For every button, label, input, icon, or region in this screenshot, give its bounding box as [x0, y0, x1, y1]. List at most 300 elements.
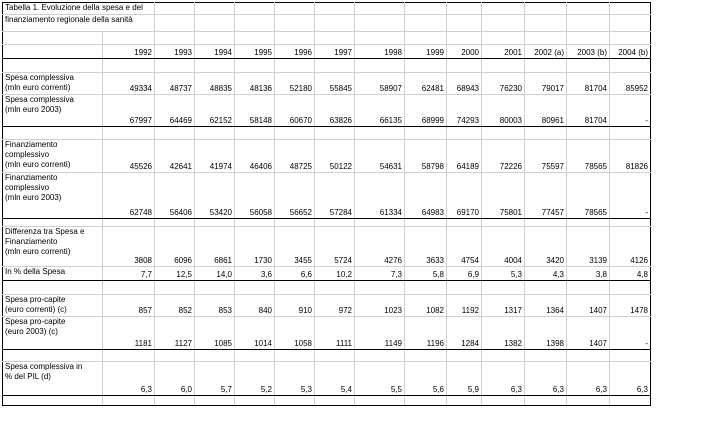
empty-cell — [447, 281, 482, 295]
row-label-line: (euro 2003) (c) — [5, 327, 58, 336]
empty-cell — [3, 281, 103, 295]
row-label-line: (mln euro correnti) — [5, 83, 71, 92]
value-cell: 42641 — [155, 140, 195, 173]
value-cell: 62748 — [103, 173, 155, 219]
value-cell: 62152 — [195, 95, 235, 127]
empty-cell — [405, 59, 447, 73]
empty-cell — [610, 127, 651, 140]
year-header: 2002 (a) — [525, 45, 567, 59]
value-cell: 52180 — [275, 73, 315, 95]
empty-cell — [3, 396, 103, 406]
empty-cell — [447, 396, 482, 406]
value-cell: 5,6 — [405, 362, 447, 396]
value-cell: 12,5 — [155, 267, 195, 281]
empty-cell — [355, 281, 405, 295]
table-row — [3, 267, 651, 281]
row-label — [3, 295, 103, 317]
value-cell: 79017 — [525, 73, 567, 95]
year-header: 2004 (b) — [610, 45, 651, 59]
year-header: 2001 — [482, 45, 525, 59]
value-cell: - — [610, 317, 651, 350]
table-row — [3, 362, 651, 396]
empty-cell — [315, 281, 355, 295]
empty-cell — [103, 281, 155, 295]
value-cell: 7,7 — [103, 267, 155, 281]
value-cell: 14,0 — [195, 267, 235, 281]
value-cell: 3808 — [103, 227, 155, 267]
row-label-line: Spesa pro-capite — [5, 317, 66, 326]
empty-cell — [195, 219, 235, 227]
value-cell: 64469 — [155, 95, 195, 127]
value-cell: 6,6 — [275, 267, 315, 281]
value-cell: 1058 — [275, 317, 315, 350]
value-cell: 1196 — [405, 317, 447, 350]
value-cell: 5,8 — [405, 267, 447, 281]
value-cell: 46406 — [235, 140, 275, 173]
value-cell: 6,3 — [567, 362, 610, 396]
empty-cell — [275, 281, 315, 295]
value-cell: 41974 — [195, 140, 235, 173]
empty-cell — [567, 281, 610, 295]
empty-cell — [235, 396, 275, 406]
empty-cell — [447, 350, 482, 362]
table-row — [3, 15, 651, 32]
empty-cell — [103, 219, 155, 227]
value-cell: 56406 — [155, 173, 195, 219]
empty-cell — [355, 3, 405, 15]
empty-cell — [447, 32, 482, 45]
empty-cell — [195, 350, 235, 362]
empty-cell — [447, 219, 482, 227]
empty-cell — [482, 127, 525, 140]
value-cell: 1149 — [355, 317, 405, 350]
empty-cell — [315, 59, 355, 73]
value-cell: 1407 — [567, 295, 610, 317]
value-cell: 48835 — [195, 73, 235, 95]
value-cell: 1478 — [610, 295, 651, 317]
year-header: 1994 — [195, 45, 235, 59]
empty-cell — [482, 281, 525, 295]
empty-cell — [275, 15, 315, 32]
value-cell: 74293 — [447, 95, 482, 127]
value-cell: 5,3 — [275, 362, 315, 396]
empty-cell — [525, 15, 567, 32]
value-cell: 4004 — [482, 227, 525, 267]
row-label-line: Spesa pro-capite — [5, 295, 66, 304]
empty-cell — [155, 32, 195, 45]
value-cell: 1023 — [355, 295, 405, 317]
value-cell: 63826 — [315, 95, 355, 127]
empty-cell — [405, 32, 447, 45]
empty-cell — [3, 219, 103, 227]
value-cell: 5,2 — [235, 362, 275, 396]
empty-cell — [482, 59, 525, 73]
value-cell: 3139 — [567, 227, 610, 267]
value-cell: 80003 — [482, 95, 525, 127]
empty-cell — [610, 396, 651, 406]
empty-cell — [195, 3, 235, 15]
value-cell: 5,5 — [355, 362, 405, 396]
empty-cell — [155, 396, 195, 406]
empty-cell — [567, 127, 610, 140]
empty-cell — [355, 350, 405, 362]
value-cell: 81704 — [567, 95, 610, 127]
row-label-line: complessivo — [5, 150, 50, 159]
empty-cell — [447, 127, 482, 140]
row-label-line: Differenza tra Spesa e — [5, 227, 85, 236]
value-cell: 6,0 — [155, 362, 195, 396]
value-cell: 53420 — [195, 173, 235, 219]
value-cell: 6,3 — [103, 362, 155, 396]
row-label-line: (mln euro correnti) — [5, 247, 71, 256]
empty-cell — [275, 3, 315, 15]
empty-cell — [315, 3, 355, 15]
value-cell: 56652 — [275, 173, 315, 219]
year-header: 1992 — [103, 45, 155, 59]
year-header: 1996 — [275, 45, 315, 59]
empty-cell — [355, 219, 405, 227]
empty-cell — [447, 3, 482, 15]
row-label-line: Finanziamento — [5, 140, 58, 149]
value-cell: 1364 — [525, 295, 567, 317]
year-header: 1995 — [235, 45, 275, 59]
empty-cell — [525, 59, 567, 73]
empty-cell — [610, 59, 651, 73]
value-cell: 6096 — [155, 227, 195, 267]
empty-cell — [567, 32, 610, 45]
empty-cell — [610, 15, 651, 32]
empty-cell — [235, 281, 275, 295]
row-label-line: (mln euro correnti) — [5, 160, 71, 169]
table-row — [3, 32, 651, 45]
empty-cell — [3, 350, 103, 362]
empty-cell — [315, 396, 355, 406]
value-cell: 85952 — [610, 73, 651, 95]
empty-cell — [235, 127, 275, 140]
value-cell: 1382 — [482, 317, 525, 350]
value-cell: 66135 — [355, 95, 405, 127]
value-cell: 68999 — [405, 95, 447, 127]
value-cell: 6,9 — [447, 267, 482, 281]
value-cell: 4126 — [610, 227, 651, 267]
row-label — [3, 227, 103, 267]
value-cell: 81826 — [610, 140, 651, 173]
row-label-line: (mln euro 2003) — [5, 105, 62, 114]
value-cell: 5,3 — [482, 267, 525, 281]
value-cell: 6,3 — [525, 362, 567, 396]
value-cell: 75597 — [525, 140, 567, 173]
empty-cell — [525, 127, 567, 140]
value-cell: 1192 — [447, 295, 482, 317]
value-cell: 76230 — [482, 73, 525, 95]
value-cell: 49334 — [103, 73, 155, 95]
value-cell: 48737 — [155, 73, 195, 95]
value-cell: 48725 — [275, 140, 315, 173]
row-label-line: In % della Spesa — [5, 267, 66, 276]
row-label — [3, 95, 103, 127]
empty-cell — [525, 3, 567, 15]
empty-cell — [195, 15, 235, 32]
value-cell: 910 — [275, 295, 315, 317]
table-row — [3, 219, 651, 227]
table-row — [3, 3, 651, 15]
value-cell: 4754 — [447, 227, 482, 267]
table-title: Tabella 1. Evoluzione della spesa e del — [3, 3, 155, 15]
empty-cell — [315, 15, 355, 32]
empty-cell — [235, 59, 275, 73]
empty-cell — [3, 127, 103, 140]
row-label-line: % del PIL (d) — [5, 372, 51, 381]
value-cell: 6861 — [195, 227, 235, 267]
value-cell: 1398 — [525, 317, 567, 350]
empty-cell — [103, 59, 155, 73]
value-cell: 48136 — [235, 73, 275, 95]
table-row — [3, 173, 651, 219]
row-label-line: Finanziamento — [5, 173, 58, 182]
empty-cell — [567, 15, 610, 32]
empty-cell — [482, 3, 525, 15]
table-row — [3, 227, 651, 267]
empty-cell — [355, 59, 405, 73]
empty-cell — [405, 3, 447, 15]
value-cell: 10,2 — [315, 267, 355, 281]
year-header: 2003 (b) — [567, 45, 610, 59]
empty-cell — [567, 350, 610, 362]
row-label-line: (euro correnti) (c) — [5, 305, 67, 314]
empty-cell — [405, 396, 447, 406]
empty-cell — [3, 32, 103, 45]
value-cell: 61334 — [355, 173, 405, 219]
empty-cell — [525, 350, 567, 362]
value-cell: 5,4 — [315, 362, 355, 396]
empty-cell — [355, 15, 405, 32]
value-cell: 5,7 — [195, 362, 235, 396]
value-cell: 1111 — [315, 317, 355, 350]
spreadsheet-table — [2, 2, 651, 406]
empty-cell — [155, 350, 195, 362]
year-header: 1997 — [315, 45, 355, 59]
value-cell: 68943 — [447, 73, 482, 95]
empty-cell — [355, 32, 405, 45]
empty-cell — [610, 32, 651, 45]
empty-cell — [155, 3, 195, 15]
year-header: 1993 — [155, 45, 195, 59]
empty-cell — [155, 219, 195, 227]
empty-cell — [610, 219, 651, 227]
value-cell: 1014 — [235, 317, 275, 350]
value-cell: 3,6 — [235, 267, 275, 281]
value-cell: 857 — [103, 295, 155, 317]
value-cell: 3633 — [405, 227, 447, 267]
value-cell: - — [610, 173, 651, 219]
value-cell: 1085 — [195, 317, 235, 350]
empty-cell — [103, 32, 155, 45]
value-cell: 852 — [155, 295, 195, 317]
empty-cell — [567, 3, 610, 15]
value-cell: 54631 — [355, 140, 405, 173]
empty-cell — [195, 396, 235, 406]
value-cell: 1730 — [235, 227, 275, 267]
empty-cell — [525, 32, 567, 45]
table-row — [3, 350, 651, 362]
empty-cell — [567, 396, 610, 406]
value-cell: 58148 — [235, 95, 275, 127]
empty-cell — [405, 350, 447, 362]
empty-cell — [315, 350, 355, 362]
value-cell: 80961 — [525, 95, 567, 127]
value-cell: 55845 — [315, 73, 355, 95]
table-row — [3, 396, 651, 406]
empty-cell — [155, 15, 195, 32]
table-row — [3, 295, 651, 317]
value-cell: 6,3 — [610, 362, 651, 396]
value-cell: 64983 — [405, 173, 447, 219]
value-cell: 58798 — [405, 140, 447, 173]
empty-cell — [155, 59, 195, 73]
empty-cell — [3, 59, 103, 73]
value-cell: 3455 — [275, 227, 315, 267]
row-label — [3, 317, 103, 350]
empty-cell — [525, 396, 567, 406]
value-cell: 972 — [315, 295, 355, 317]
empty-cell — [235, 3, 275, 15]
value-cell: 1127 — [155, 317, 195, 350]
row-label — [3, 173, 103, 219]
value-cell: 56058 — [235, 173, 275, 219]
empty-cell — [155, 127, 195, 140]
table-row — [3, 317, 651, 350]
empty-cell — [103, 350, 155, 362]
empty-cell — [567, 219, 610, 227]
value-cell: 7,3 — [355, 267, 405, 281]
empty-cell — [3, 45, 103, 59]
empty-cell — [275, 350, 315, 362]
row-label-line: (mln euro 2003) — [5, 193, 62, 202]
empty-cell — [315, 127, 355, 140]
value-cell: 1284 — [447, 317, 482, 350]
value-cell: 57284 — [315, 173, 355, 219]
value-cell: 69170 — [447, 173, 482, 219]
row-label-line: complessivo — [5, 183, 50, 192]
year-header: 1998 — [355, 45, 405, 59]
value-cell: 58907 — [355, 73, 405, 95]
empty-cell — [610, 281, 651, 295]
value-cell: 5724 — [315, 227, 355, 267]
empty-cell — [275, 59, 315, 73]
empty-cell — [447, 15, 482, 32]
row-label-line: Spesa complessiva — [5, 95, 74, 104]
value-cell: 1317 — [482, 295, 525, 317]
value-cell: 81704 — [567, 73, 610, 95]
row-label-line: Spesa complessiva — [5, 73, 74, 82]
value-cell: 64189 — [447, 140, 482, 173]
table-row — [3, 281, 651, 295]
empty-cell — [315, 219, 355, 227]
empty-cell — [355, 127, 405, 140]
empty-cell — [567, 59, 610, 73]
value-cell: 3,8 — [567, 267, 610, 281]
value-cell: 840 — [235, 295, 275, 317]
year-header: 2000 — [447, 45, 482, 59]
value-cell: 78565 — [567, 173, 610, 219]
value-cell: 78565 — [567, 140, 610, 173]
empty-cell — [235, 32, 275, 45]
empty-cell — [195, 59, 235, 73]
empty-cell — [525, 219, 567, 227]
empty-cell — [482, 32, 525, 45]
row-label — [3, 73, 103, 95]
value-cell: 1082 — [405, 295, 447, 317]
empty-cell — [525, 281, 567, 295]
value-cell: 6,3 — [482, 362, 525, 396]
empty-cell — [195, 127, 235, 140]
value-cell: 50122 — [315, 140, 355, 173]
value-cell: 75801 — [482, 173, 525, 219]
value-cell: 45526 — [103, 140, 155, 173]
empty-cell — [195, 32, 235, 45]
empty-cell — [405, 15, 447, 32]
empty-cell — [275, 127, 315, 140]
empty-cell — [103, 127, 155, 140]
value-cell: 77457 — [525, 173, 567, 219]
table-row — [3, 95, 651, 127]
empty-cell — [482, 15, 525, 32]
empty-cell — [405, 281, 447, 295]
value-cell: - — [610, 95, 651, 127]
empty-cell — [275, 396, 315, 406]
table-title: finanziamento regionale della sanità — [3, 15, 155, 32]
empty-cell — [610, 350, 651, 362]
table-row — [3, 59, 651, 73]
empty-cell — [235, 219, 275, 227]
empty-cell — [275, 219, 315, 227]
value-cell: 4,3 — [525, 267, 567, 281]
value-cell: 1407 — [567, 317, 610, 350]
table-row — [3, 45, 651, 59]
empty-cell — [482, 350, 525, 362]
row-label — [3, 362, 103, 396]
empty-cell — [235, 350, 275, 362]
empty-cell — [155, 281, 195, 295]
empty-cell — [405, 219, 447, 227]
row-label — [3, 267, 103, 281]
empty-cell — [610, 3, 651, 15]
empty-cell — [275, 32, 315, 45]
empty-cell — [195, 281, 235, 295]
year-header: 1999 — [405, 45, 447, 59]
empty-cell — [103, 396, 155, 406]
value-cell: 3420 — [525, 227, 567, 267]
value-cell: 853 — [195, 295, 235, 317]
value-cell: 67997 — [103, 95, 155, 127]
empty-cell — [235, 15, 275, 32]
value-cell: 60670 — [275, 95, 315, 127]
value-cell: 1181 — [103, 317, 155, 350]
row-label-line: Finanziamento — [5, 237, 58, 246]
empty-cell — [482, 219, 525, 227]
empty-cell — [405, 127, 447, 140]
table-row — [3, 127, 651, 140]
value-cell: 4,8 — [610, 267, 651, 281]
empty-cell — [482, 396, 525, 406]
row-label-line: Spesa complessiva in — [5, 362, 83, 371]
empty-cell — [447, 59, 482, 73]
value-cell: 5,9 — [447, 362, 482, 396]
table-row — [3, 73, 651, 95]
value-cell: 4276 — [355, 227, 405, 267]
row-label — [3, 140, 103, 173]
empty-cell — [315, 32, 355, 45]
